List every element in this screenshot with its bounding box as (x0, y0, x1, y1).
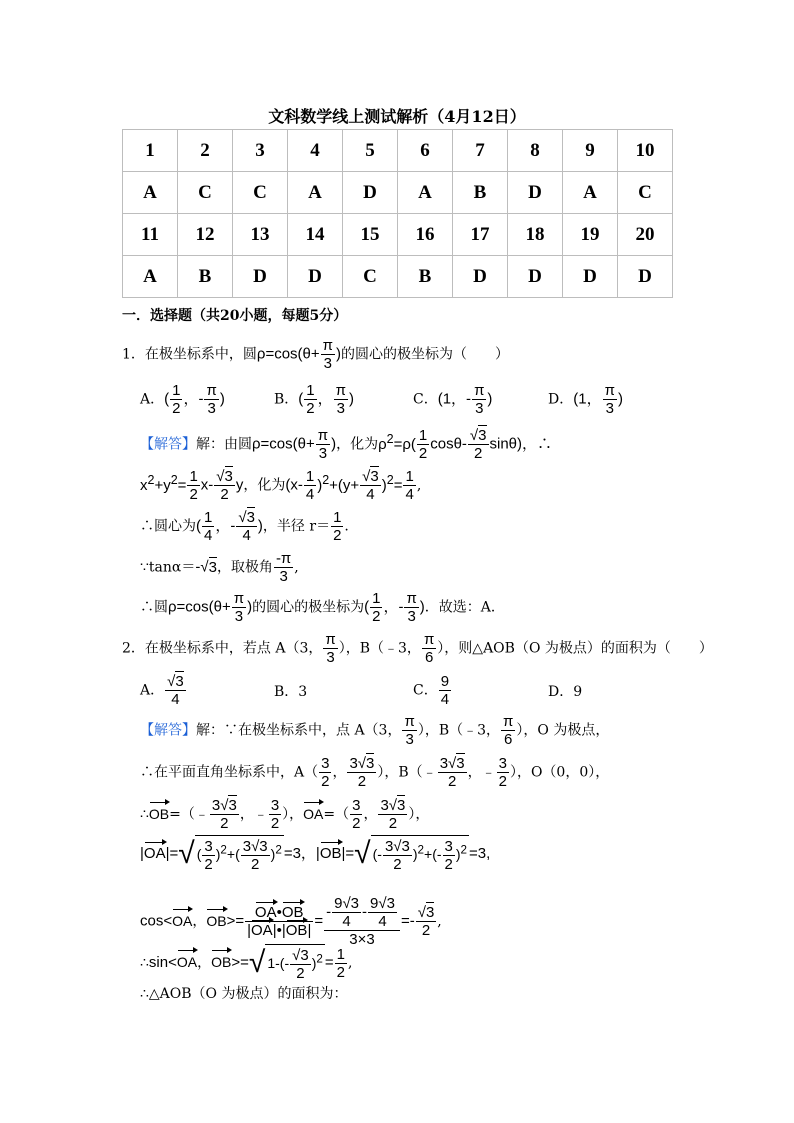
answer-table-cell: 6 (398, 130, 453, 172)
answer-table-cell: 2 (178, 130, 233, 172)
answer-table-cell: C (178, 172, 233, 214)
q2-stem: 2．在极坐标系中，若点 A（3， $\frac{\pi}{3}$ ），B（﹣3， $\frac{\pi}{6}$ ），则△AOB（O 为极点）的面积为（ ） (122, 631, 713, 666)
answer-table-cell: 4 (288, 130, 343, 172)
answer-table-cell: 16 (398, 214, 453, 256)
q1-solution-line5: ∴圆ρ=cos(θ+ $\frac{\pi}{3}$ )的圆心的极坐标为( $\frac{1}{2}$ ，- $\frac{\pi}{3}$ )．故选：A． (140, 590, 505, 625)
answer-table-cell: 11 (123, 214, 178, 256)
section-heading: 一．选择题（共20小题，每题5分） (122, 308, 348, 324)
q2-option-d: D．9 (548, 684, 583, 700)
answer-table-cell: 3 (233, 130, 288, 172)
page-title: 文科数学线上测试解析（4月12日） (268, 107, 526, 126)
answer-table-cell: 13 (233, 214, 288, 256)
q1-option-c: C．(1，- $\frac{\pi}{3}$ ) (413, 382, 493, 417)
q2-option-c: C． $\frac{9}{4}$ (413, 673, 450, 708)
q1-solution-line2: $x^2+y^2=$ $\frac{1}{2}$ x- $\frac{√3}{2}$ y，化为(x- $\frac{1}{4}$ )$^2$+(y+ $\frac{√3}{4}$ )$^2$= $\frac{1}{4}$ , (140, 468, 422, 503)
answer-table-cell: D (288, 256, 343, 298)
q2-solution-line2: ∴在平面直角坐标系中，A（ $\frac{3}{2}$ ， $\frac{3√3}{2}$ ），B（﹣ $\frac{3√3}{2}$ ，﹣ $\frac{3}{2}$ ），O（0，0）， (140, 755, 610, 790)
answer-table-cell: D (618, 256, 673, 298)
answer-table-cell: C (618, 172, 673, 214)
q2-solution-line6: ∴sin<OA，OB>=√ 1-(- $\frac{√3}{2}$ )$^2$ = $\frac{1}{2}$ , (140, 945, 353, 982)
answer-table-cell: D (508, 256, 563, 298)
answer-table-cell: C (343, 256, 398, 298)
answer-table-cell: C (233, 172, 288, 214)
answer-table-cell: D (563, 256, 618, 298)
answer-table-cell: 15 (343, 214, 398, 256)
answer-table-cell: 1 (123, 130, 178, 172)
q2-solution-line8: ∴△AOB（O 为极点）的面积为： (140, 986, 348, 1002)
answer-table-cell: A (123, 172, 178, 214)
q2-option-b: B．3 (274, 684, 308, 700)
q1-solution-line1: 【解答】解：由圆ρ=cos(θ+ $\frac{\pi}{3}$ )，化为$\rho^2=\rho$( $\frac{1}{2}$ cosθ- $\frac{√3}{2}$ sinθ)，∴ (140, 427, 553, 462)
answer-table-row (123, 130, 673, 172)
q2-solution-line3: ∴OB=（﹣ $\frac{3√3}{2}$ ，﹣ $\frac{3}{2}$ ），OA=（ $\frac{3}{2}$ ， $\frac{3√3}{2}$ ）， (140, 797, 430, 832)
answer-table-row (123, 256, 673, 298)
answer-table-cell: 18 (508, 214, 563, 256)
q1-option-a: A．( $\frac{1}{2}$ ，- $\frac{\pi}{3}$ ) (140, 382, 225, 417)
answer-table-row (123, 172, 673, 214)
answer-table-cell: D (233, 256, 288, 298)
q2-option-a: A． $\frac{√3}{4}$ (140, 673, 184, 708)
answer-table-cell: D (453, 256, 508, 298)
answer-table-cell: B (398, 256, 453, 298)
answer-table-cell: 20 (618, 214, 673, 256)
answer-table-cell: A (288, 172, 343, 214)
answer-table-cell: D (508, 172, 563, 214)
q2-solution-line4: |OA|=√ ( $\frac{3}{2}$ )$^2$+( $\frac{3√3}{2}$ )$^2$ =3，|OB|=√ (- $\frac{3√3}{2}$ )$^2$+(- $\frac{3}{2}$ )$^2$ =3, (140, 837, 491, 873)
answer-table-cell: 19 (563, 214, 618, 256)
answer-table-cell: A (123, 256, 178, 298)
answer-table-cell: B (453, 172, 508, 214)
q1-option-d: D．(1， $\frac{\pi}{3}$ ) (548, 382, 623, 417)
answer-table-cell: D (343, 172, 398, 214)
answer-table-cell: 12 (178, 214, 233, 256)
q1-solution-line4: ∵tanα＝-√3，取极角 $\frac{-\pi}{3}$ , (140, 550, 299, 585)
answer-table-cell: 10 (618, 130, 673, 172)
answer-table-cell: 7 (453, 130, 508, 172)
answer-table-cell: 8 (508, 130, 563, 172)
q1-solution-line3: ∴圆心为( $\frac{1}{4}$ ，- $\frac{√3}{4}$ )，半径 r＝ $\frac{1}{2}$ . (140, 509, 349, 544)
answer-table-cell: B (178, 256, 233, 298)
answer-table-cell: 5 (343, 130, 398, 172)
answer-table-cell: A (398, 172, 453, 214)
answer-table-row (123, 214, 673, 256)
q1-stem: 1．在极坐标系中，圆ρ=cos(θ+ $\frac{\pi}{3}$ )的圆心的极坐标为（ ） (122, 337, 510, 372)
answer-table-cell: A (563, 172, 618, 214)
answer-table-cell: 17 (453, 214, 508, 256)
q2-solution-line5: cos<OA，OB>= $\frac{OA•OB}{|OA|•|OB|}$ = - $\frac{9√3}{4}$ - $\frac{9√3}{4}$ 3×3 =- $\frac{√3}{2}$ , (140, 895, 442, 948)
answer-table (122, 129, 673, 298)
answer-table-cell: 14 (288, 214, 343, 256)
q2-solution-line1: 【解答】解：∵在极坐标系中，点 A（3， $\frac{\pi}{3}$ ），B（﹣3， $\frac{\pi}{6}$ ），O 为极点， (140, 713, 610, 748)
q1-option-b: B．( $\frac{1}{2}$ ， $\frac{\pi}{3}$ ) (274, 382, 355, 417)
answer-table-cell: 9 (563, 130, 618, 172)
